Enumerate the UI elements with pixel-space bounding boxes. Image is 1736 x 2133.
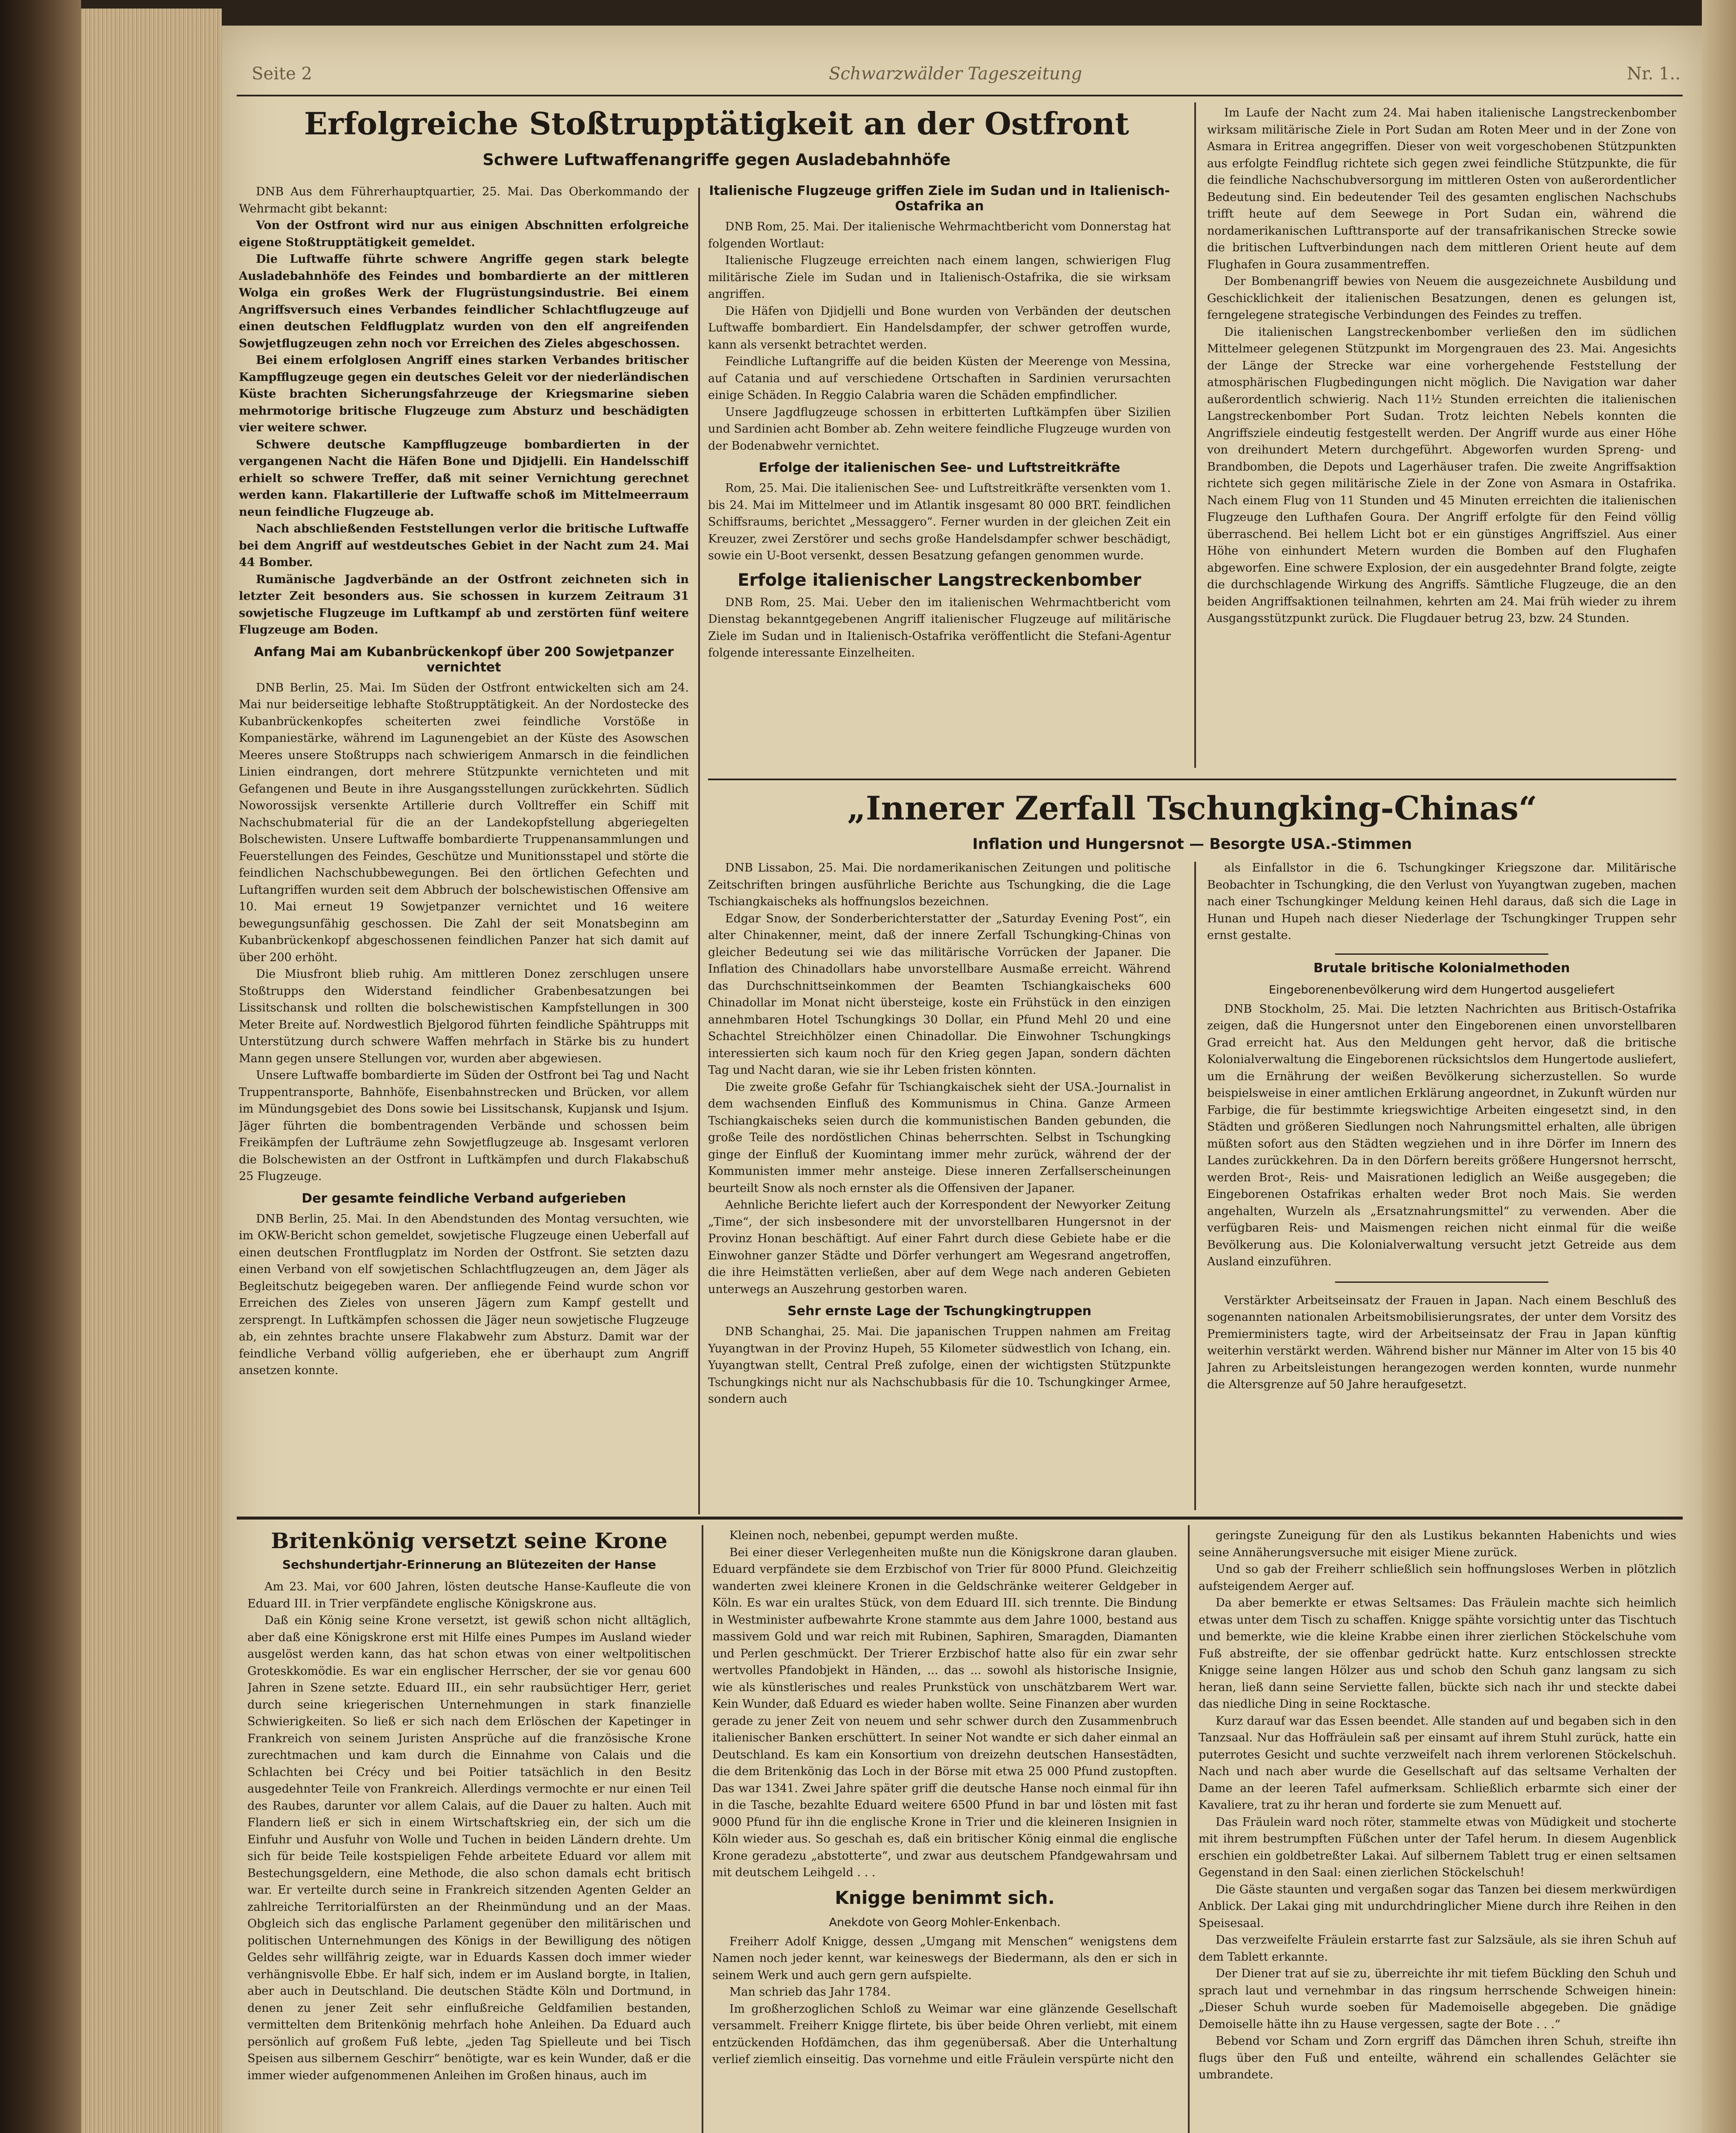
article-ostfront-column-2	[708, 183, 1171, 811]
short-rule	[1335, 1282, 1548, 1283]
paragraph: Die italienischen Langstreckenbomber verließen den im südlichen Mittelmeer gelegenen Stützpunkt im Morgengrauen des 23. Mai. Angesichts der Länge der Strecke war eine vorhergehende Feststellung der atmosphärischen Flugbedingungen nicht möglich. Die Navigation war daher außerordentlich schwierig. Nach 11½ Stunden erreichten die italienischen Langstreckenbomber Port Sudan. Trotz leichten Nebels konnten die Angriffsziele eindeutig festgestellt werden. Der Angriff wurde aus einer Höhe von dreihundert Metern durchgeführt. Abgeworfen wurden Spreng- und Brandbomben, die Depots und Lagerhäuser trafen. Die zweite Angriffsaktion richtete sich gegen militärische Ziele in der Zone von Asmara in Ostafrika. Nach einem Flug von 11 Stunden und 45 Minuten erreichten die italienischen Flugzeuge den Lufthafen Goura. Der Angriff erfolgte für den Feind völlig überraschend. Bei hellem Licht bot er ein günstiges Angriffsziel. Aus einer Höhe von einhundert Metern wurden die Bomben auf den Flughafen abgeworfen. Eine schwere Explosion, der ein ausgedehnter Brand folgte, zeigte die durchschlagende Wirkung des Angriffs. Sämtliche Flugzeuge, die an den beiden Angriffsaktionen teilnahmen, kehrten am 24. Mai früh wieder zu ihrem Ausgangsstützpunkt zurück. Die Flugdauer betrug 23, bzw. 24 Stunden.	[1207, 325, 1676, 625]
paragraph: Und so gab der Freiherr schließlich sein hoffnungsloses Werben in plötzlich aufsteigendem Aerger auf.	[1199, 1563, 1676, 1593]
headline-britenkoenig: Britenkönig versetzt seine Krone	[271, 1528, 668, 1553]
newspaper-name: Schwarzwälder Tageszeitung	[829, 64, 1082, 84]
paragraph: Man schrieb das Jahr 1784.	[729, 1985, 891, 1999]
section-subheading: Eingeborenenbevölkerung wird dem Hungertod ausgeliefert	[1269, 983, 1615, 997]
paragraph: Von der Ostfront wird nur aus einigen Abschnitten erfolgreiche eigene Stoßtrupptätigkeit gemeldet.	[239, 219, 689, 249]
article-tschungking-column-2	[1207, 860, 1676, 1517]
paragraph: DNB Aus dem Führerhauptquartier, 25. Mai. Das Oberkommando der Wehrmacht gibt bekannt:	[239, 185, 689, 215]
book-binding	[0, 0, 81, 2133]
page-edges	[81, 9, 222, 2133]
issue-number: Nr. 1..	[1626, 64, 1681, 84]
paragraph: Nach abschließenden Feststellungen verlor die britische Luftwaffe bei dem Angriff auf westdeutsches Gebiet in der Nacht zum 24. Mai 44 Bomber.	[239, 522, 689, 569]
article-ostfront-column-1	[239, 183, 689, 1472]
paragraph: Die zweite große Gefahr für Tschiangkaischek sieht der USA.-Journalist in dem wachsenden Einfluß des Kommunismus in China. Ganze Armeen Tschiangkaischeks seien durch die kommunistischen Banden gebunden, die große Teile des nordöstlichen Chinas beherrschten. Selbst in Tschungking ginge der Einfluß der Kuomintang immer mehr zurück, während der der Kommunisten immer mehr ansteige. Diese inneren Zerfallserscheinungen beurteilt Snow als noch ernster als die Offensiven der Japaner.	[708, 1080, 1171, 1195]
paragraph: DNB Stockholm, 25. Mai. Die letzten Nachrichten aus Britisch-Ostafrika zeigen, daß die Hungersnot unter den Eingeborenen einen unvorstellbaren Grad erreicht hat. Aus den Meldungen geht hervor, daß die britische Kolonialverwaltung die Eingeborenen rücksichtslos dem Hungertode ausliefert, um die Ernährung der weißen Bevölkerung sicherzustellen. So wurde beispielsweise in einer amtlichen Erklärung angeordnet, in Zukunft würden nur Farbige, die für bestimmte kriegswichtige Arbeiten eingesetzt sind, in den Städten und größeren Siedlungen noch Nahrungsmittel erhalten, alle übrigen müßten sofort aus den Städten wegziehen und in ihre Dörfer im Innern des Landes zurückkehren. Da in den Dörfern bereits größere Hungersnot herrscht, werden Brot-, Reis- und Maisrationen lediglich an Weiße ausgegeben; die Eingeborenen Ostafrikas erhalten weder Brot noch Mais. Sie werden angehalten, Wurzeln als „Ersatznahrungsmittel“ zu verwenden. Aber die verfügbaren Reis- und Maismengen reichen nicht einmal für die weiße Bevölkerung aus. Die Kolonialverwaltung versucht jetzt Getreide aus dem Ausland einzuführen.	[1207, 1002, 1676, 1268]
paragraph: Rom, 25. Mai. Die italienischen See- und Luftstreitkräfte versenkten vom 1. bis 24. Mai im Mittelmeer und im Atlantik insgesamt 80 000 BRT. feindlichen Schiffsraums, berichtet „Messaggero“. Ferner wurden in der gleichen Zeit ein Kreuzer, zwei Zerstörer und sechs große Handelsdampfer schwer beschädigt, sowie ein U-Boot versenkt, dessen Besatzung gefangen genommen wurde.	[708, 482, 1171, 562]
paragraph: Kleinen noch, nebenbei, gepumpt werden mußte.	[729, 1529, 1019, 1542]
paragraph: Unsere Jagdflugzeuge schossen in erbitterten Luftkämpfen über Sizilien und Sardinien acht Bomber ab. Zehn weitere feindliche Flugzeuge wurden von der Bodenabwehr vernichtet.	[708, 405, 1171, 453]
paragraph: Am 23. Mai, vor 600 Jahren, lösten deutsche Hanse-Kaufleute die von Eduard III. in Trier verpfändete englische Königskrone aus.	[247, 1580, 691, 1610]
article-knigge-column-3	[1199, 1527, 1676, 2133]
next-page-edge	[1702, 0, 1736, 2133]
paragraph: Italienische Flugzeuge erreichten nach einem langen, schwierigen Flug militärische Ziele im Sudan und in Italienisch-Ostafrika, die sie wirksam angriffen.	[708, 254, 1171, 301]
section-heading: Sehr ernste Lage der Tschungkingtruppen	[787, 1304, 1092, 1319]
paragraph: Aehnliche Berichte liefert auch der Korrespondent der Newyorker Zeitung „Time“, der sich insbesondere mit der unvorstellbaren Hungersnot in der Provinz Honan beschäftigt. Auf einer Fahrt durch diese Gebiete habe er die Einwohner ganzer Städte und Dörfer verhungert am Wegesrand angetroffen, die ihre Heimstätten verließen, aber auf dem Wege nach anderen Gebieten unterwegs an Auszehrung gestorben waren.	[708, 1198, 1171, 1296]
header-rule	[237, 95, 1683, 96]
paragraph: DNB Rom, 25. Mai. Ueber den im italienischen Wehrmachtbericht vom Dienstag bekanntgegebenen Angriff italienischer Flugzeuge auf militärische Ziele im Sudan und in Italienisch-Ostafrika veröffentlicht die Stefani-Agentur folgende interessante Einzelheiten.	[708, 596, 1171, 660]
paragraph: Das Fräulein ward noch röter, stammelte etwas von Müdigkeit und stocherte mit ihrem bestrumpften Füßchen unter der Tafel herum. In diesem Augenblick erschien ein goldbetreßter Lakai. Auf silbernem Tablett trug er einen seltsamen Gegenstand in den Saal: einen zierlichen Stöckelschuh!	[1199, 1815, 1676, 1879]
subheadline-britenkoenig: Sechshundertjahr-Erinnerung an Blütezeiten der Hanse	[282, 1558, 656, 1572]
headline-tschungking: „Innerer Zerfall Tschungking-Chinas“	[847, 789, 1537, 827]
paragraph: Der Bombenangriff bewies von Neuem die ausgezeichnete Ausbildung und Geschicklichkeit der italienischen Besatzungen, denen es gelungen ist, ferngelegene strategische Verbindungen des Feindes zu treffen.	[1207, 275, 1676, 322]
section-subheading: Anekdote von Georg Mohler-Enkenbach.	[829, 1915, 1061, 1929]
column-rule	[698, 188, 700, 1514]
headline-ostfront: Erfolgreiche Stoßtrupptätigkeit an der Ostfront	[304, 105, 1129, 142]
paragraph: Die Gäste staunten und vergaßen sogar das Tanzen bei diesem merkwürdigen Anblick. Der Lakai ging mit undurchdringlicher Miene durch ihre Reihen in den Speisesaal.	[1199, 1883, 1676, 1930]
paragraph: Im großherzoglichen Schloß zu Weimar war eine glänzende Gesellschaft versammelt. Freiherr Knigge flirtete, bis über beide Ohren verliebt, mit einem entzückenden Hofdämchen, das ihm gegenübersaß. Aber die Unterhaltung verlief ziemlich einseitig. Das vornehme und eitle Fräulein verspürte nicht den	[712, 2002, 1177, 2066]
paragraph: als Einfallstor in die 6. Tschungkinger Kriegszone dar. Militärische Beobachter in Tschungking, die den Verlust von Yuyangtwan zugeben, machen nach einer Tschungkinger Meldung keinen Hehl daraus, daß sich die Lage in Hunan und Hupeh nach dieser Niederlage der Tschungkinger Truppen sehr ernst gestalte.	[1207, 861, 1676, 942]
article-britenkoenig-column-2	[712, 1527, 1177, 2133]
section-heading: Brutale britische Kolonialmethoden	[1313, 960, 1570, 976]
paragraph: Die Häfen von Djidjelli und Bone wurden von Verbänden der deutschen Luftwaffe bombardiert. Ein Handelsdampfer, der schwer getroffen wurde, kann als versenkt betrachtet werden.	[708, 304, 1171, 352]
column-rule	[1194, 102, 1196, 768]
paragraph: Daß ein König seine Krone versetzt, ist gewiß schon nicht alltäglich, aber daß eine Königskrone erst mit Hilfe eines Pumpes im Ausland wieder ausgelöst werden kann, das hat schon etwas von einer weltpolitischen Groteskkomödie. Es war ein englischer Herrscher, der sie vor genau 600 Jahren in Szene setzte. Eduard III., ein sehr raubsüchtiger Herr, geriet durch seine kriegerischen Unternehmungen in stark finanzielle Schwierigkeiten. So ließ er sich nach dem Erlöschen der Kapetinger in Frankreich von seinem Juristen Ansprüche auf die französische Krone zurechtmachen und kam durch die Einnahme von Calais und die Schlachten bei Crécy und bei Poitier tatsächlich in den Besitz ausgedehnter Teile von Frankreich. Allerdings vermochte er nur einen Teil des Raubes, darunter vor allem Calais, auf die Dauer zu halten. Auch mit Flandern ließ er sich in einem Wirtschaftskrieg ein, der sich um die Einfuhr und Ausfuhr von Wolle und Tuchen in beiden Ländern drehte. Um sich für beide Teile kostspieligen Fehde arbeitete Eduard vor allem mit Bestechungsgeldern, eine Methode, die also schon damals echt britisch war. Er verteilte durch seine in Frankreich sitzenden Agenten Gelder an zahlreiche Territorialfürsten an der Rheinmündung und an der Maas. Obgleich sich das englische Parlament gegenüber den militärischen und politischen Unternehmungen des Königs in der Bewilligung des nötigen Geldes sehr willfährig zeigte, war in Eduards Kassen doch immer wieder verhängnisvolle Ebbe. Er half sich, indem er im Ausland borgte, in Italien, aber auch in Deutschland. Die deutschen Städte Köln und Dortmund, in denen zu jener Zeit sehr einflußreiche Geldfamilien bestanden, vermittelten dem Britenkönig mehrfach hohe Anleihen. Da Eduard auch persönlich auf großem Fuß lebte, „jeden Tag Spielleute und bei Tisch Speisen aus silbernem Geschirr“ benötigte, war es kein Wunder, daß er die immer wieder aufgenommenen Anleihen im Großen hinaus, auch im	[247, 1614, 691, 2082]
paragraph: Der Diener trat auf sie zu, überreichte ihr mit tiefem Bückling den Schuh und sprach laut und vernehmbar in das ringsum herrschende Schweigen hinein: „Dieser Schuh wurde soeben für Mademoiselle abgegeben. Die gnädige Demoiselle hätte ihn zu Hause vergessen, sagte der Bote . . .“	[1199, 1967, 1676, 2031]
column-rule	[1188, 1525, 1190, 2133]
paragraph: Bebend vor Scham und Zorn ergriff das Dämchen ihren Schuh, streifte ihn flugs über den Fuß und enteilte, während ein schallendes Gelächter sie umbrandete.	[1199, 2034, 1676, 2081]
page-number: Seite 2	[252, 64, 312, 84]
column-rule	[1194, 862, 1196, 1510]
paragraph: Die Luftwaffe führte schwere Angriffe gegen stark belegte Ausladebahnhöfe des Feindes und bombardierte an der mittleren Wolga ein großes Werk der Flugrüstungsindustrie. Bei einem Angriffsversuch eines Verbandes feindlicher Schlachtflugzeuge auf einen deutschen Feldflugplatz wurden von den elf angreifenden Sowjetflugzeugen zehn noch vor Erreichen des Zieles abgeschossen.	[239, 253, 689, 350]
section-heading: Der gesamte feindliche Verband aufgerieben	[302, 1191, 626, 1206]
paragraph: Freiherr Adolf Knigge, dessen „Umgang mit Menschen“ wenigstens dem Namen noch jeder kennt, war keineswegs der Biedermann, als den er sich in seinem Werk und auch gern gern aufspielte.	[712, 1935, 1177, 1982]
article-britenkoenig-column-1	[247, 1578, 691, 2133]
subheadline-ostfront: Schwere Luftwaffenangriffe gegen Ausladebahnhöfe	[482, 151, 951, 169]
paragraph: DNB Lissabon, 25. Mai. Die nordamerikanischen Zeitungen und politische Zeitschriften bringen ausführliche Berichte aus Tschungking, die die Lage Tschiangkaischeks als hoffnungslos bezeichnen.	[708, 861, 1171, 908]
paragraph: Feindliche Luftangriffe auf die beiden Küsten der Meerenge von Messina, auf Catania und auf verschiedene Ortschaften in Sardinien verursachten einige Schäden. In Reggio Calabria waren die Schäden empfindlicher.	[708, 355, 1171, 402]
paragraph: Rumänische Jagdverbände an der Ostfront zeichneten sich in letzter Zeit besonders aus. Sie schossen in kurzem Zeitraum 31 sowjetische Flugzeuge im Luftkampf ab und zerstörten fünf weitere Flugzeuge am Boden.	[239, 572, 689, 636]
paragraph: Im Laufe der Nacht zum 24. Mai haben italienische Langstreckenbomber wirksam militärische Ziele in Port Sudan am Roten Meer und in der Zone von Asmara in Eritrea angegriffen. Dieser von weit vorgeschobenen Stützpunkten aus erfolgte Feindflug richtete sich gegen zwei feindliche Stützpunkte, die für die feindliche Nachschubversorgung im mittleren Osten von außerordentlicher Bedeutung sind. Ein bedeutender Teil des gesamten englischen Nachschubs trifft heute auf dem Seewege in Port Sudan ein, während die nordamerikanischen Lufttransporte auf der transafrikanischen Strecke sowie die britischen Luftverbindungen nach dem mittleren Orient heute auf dem Flughafen in Goura zusammentreffen.	[1207, 106, 1676, 271]
section-heading: Anfang Mai am Kubanbrückenkopf über 200 Sowjetpanzer vernichtet	[254, 644, 674, 675]
paragraph: Kurz darauf war das Essen beendet. Alle standen auf und begaben sich in den Tanzsaal. Nur das Hoffräulein saß per einsamt auf ihrem Stuhl zurück, hatte ein puterrotes Gesicht und suchte verzweifelt nach ihrem verlorenen Stöckelschuh. Nach und nach aber wurde die Gesellschaft auf das seltsame Verhalten der Dame an der leeren Tafel aufmerksam. Schließlich erbarmte sich einer der Kavaliere, trat zu ihr heran und forderte sie zum Menuett auf.	[1199, 1714, 1676, 1812]
paragraph: DNB Berlin, 25. Mai. In den Abendstunden des Montag versuchten, wie im OKW-Bericht schon gemeldet, sowjetische Flugzeuge einen Ueberfall auf einen deutschen Frontflugplatz im Norden der Ostfront. Sie setzten dazu einen Verband von elf sowjetischen Schlachtflugzeugen an, dem Jäger als Begleitschutz beigegeben waren. Der anfliegende Feind wurde schon vor Erreichen des Zieles von unseren Jägern zum Kampf gestellt und zersprengt. In Luftkämpfen schossen die Jäger neun sowjetische Flugzeuge ab, ein zehntes brachte unsere Flakabwehr zum Absturz. Damit war der feindliche Verband völlig aufgerieben, ehe er überhaupt zum Angriff ansetzen konnte.	[239, 1212, 689, 1377]
section-heading: Erfolge der italienischen See- und Luftstreitkräfte	[758, 460, 1121, 475]
short-rule	[1335, 953, 1548, 955]
paragraph: Edgar Snow, der Sonderberichterstatter der „Saturday Evening Post“, ein alter Chinakenner, meint, daß der innere Zerfall Tschungking-Chinas von gleicher Bedeutung sei wie das militärische Vorrücken der Japaner. Die Inflation des Chinadollars habe unvorstellbare Ausmaße erreicht. Während das Durchschnittseinkommen der Beamten Tschiangkaischeks 600 Chinadollar im Monat nicht übersteige, koste ein Frühstück in den einzigen annehmbaren Hotel Tschungkings 30 Dollar, ein Pfund Mehl 20 und eine Schachtel Streichhölzer einen Chinadollar. Die Einwohner Tschungkings interessierten sich kaum noch für den Krieg gegen Japan, sondern dächten Tag und Nacht daran, wie sie ihr Leben fristen könnten.	[708, 912, 1171, 1077]
paragraph: DNB Schanghai, 25. Mai. Die japanischen Truppen nahmen am Freitag Yuyangtwan in der Provinz Hupeh, 55 Kilometer südwestlich von Ichang, ein. Yuyangtwan stellt, Central Preß zufolge, einen der wichtigsten Stützpunkte Tschungkings nicht nur als Nachschubbasis für die 10. Tschungkinger Armee, sondern auch	[708, 1325, 1171, 1406]
paragraph: Schwere deutsche Kampfflugzeuge bombardierten in der vergangenen Nacht die Häfen Bone und Djidjelli. Ein Handelsschiff erhielt so schwere Treffer, daß mit seiner Vernichtung gerechnet werden kann. Flakartillerie der Luftwaffe schoß im Mittelmeerraum neun feindliche Flugzeuge ab.	[239, 438, 689, 519]
paragraph: geringste Zuneigung für den als Lustikus bekannten Habenichts und wies seine Annäherungsversuche mit eisiger Miene zurück.	[1199, 1529, 1676, 1559]
paragraph: Bei einem erfolglosen Angriff eines starken Verbandes britischer Kampfflugzeuge gegen ein deutsches Geleit vor der niederländischen Küste brachten Sicherungsfahrzeuge der Kriegsmarine sieben mehrmotorige britische Flugzeuge zum Absturz und beschädigten vier weitere schwer.	[239, 354, 689, 434]
paragraph: DNB Rom, 25. Mai. Der italienische Wehrmachtbericht vom Donnerstag hat folgenden Wortlaut:	[708, 220, 1171, 250]
column-rule	[702, 1525, 703, 2133]
paragraph: DNB Berlin, 25. Mai. Im Süden der Ostfront entwickelten sich am 24. Mai nur beiderseitige lebhafte Stoßtrupptätigkeit. An der Nordostecke des Kubanbrückenkopfes scheiterten zwei feindliche Vorstöße in Kompaniestärke, während im Lagunengebiet an der Küste des Asowschen Meeres unsere Stoßtrupps nach schwierigem Anmarsch in die feindlichen Linien eindrangen, dort mehrere Stützpunkte vernichteten und mit Gefangenen und Beute in ihre Ausgangsstellungen zurückkehrten. Südlich Noworossijsk versenkte Artillerie durch Volltreffer ein Schiff mit Nachschubmaterial für die an der Landekopfstellung abgeriegelten Bolschewisten. Unsere Luftwaffe bombardierte Truppenansammlungen und Feuerstellungen des Feindes, Geschütze und Munitionsstapel und störte die feindlichen Nachschubbewegungen. Bei den örtlichen Gefechten und Luftangriffen wurden seit dem Abbruch der bolschewistischen Offensive am 10. Mai erneut 19 Sowjetpanzer vernichtet und 16 weitere bewegungsunfähig geschossen. Die Zahl der seit Monatsbeginn am Kubanbrückenkopf abgeschossenen feindlichen Panzer hat sich damit auf über 200 erhöht.	[239, 681, 689, 964]
section-heading: Knigge benimmt sich.	[835, 1887, 1055, 1908]
paragraph: Da aber bemerkte er etwas Seltsames: Das Fräulein machte sich heimlich etwas unter dem Tisch zu schaffen. Knigge spähte vorsichtig unter das Tischtuch und bemerkte, wie die kleine Krabbe einen ihrer zierlichen Stöckelschuhe vom Fuß abstreifte, der sie offenbar gedrückt hatte. Kurz entschlossen streckte Knigge seine langen Hölzer aus und schob den Schuh ganz langsam zu sich heran, ließ dann seine Serviette fallen, bückte sich nach ihr und steckte dabei das niedliche Ding in seine Rocktasche.	[1199, 1596, 1676, 1711]
article-tschungking-column-1	[708, 860, 1171, 1517]
section-heading: Erfolge italienischer Langstreckenbomber	[737, 570, 1141, 590]
bottom-section-rule	[237, 1517, 1683, 1520]
section-heading: Italienische Flugzeuge griffen Ziele im Sudan und in Italienisch-Ostafrika an	[709, 183, 1170, 214]
subheadline-tschungking: Inflation und Hungersnot — Besorgte USA.-Stimmen	[972, 836, 1412, 853]
paragraph: Unsere Luftwaffe bombardierte im Süden der Ostfront bei Tag und Nacht Truppentransporte, Bahnhöfe, Eisenbahnstrecken und Brücken, vor allem im Mündungsgebiet des Dons sowie bei Lissitschansk, Kupjansk und Isjum. Jäger führten die bombentragenden Verbände und schossen beim Freikämpfen der Lufträume zehn Sowjetflugzeuge ab. Insgesamt verloren die Bolschewisten an der Ostfront in Luftkämpfen und durch Flakabschuß 25 Flugzeuge.	[239, 1069, 689, 1183]
paragraph: Das verzweifelte Fräulein erstarrte fast zur Salzsäule, als sie ihren Schuh auf dem Tablett erkannte.	[1199, 1933, 1676, 1964]
article-ostfront-column-3	[1207, 105, 1676, 770]
paragraph: Bei einer dieser Verlegenheiten mußte nun die Königskrone daran glauben. Eduard verpfändete sie dem Erzbischof von Trier für 8000 Pfund. Gleichzeitig wanderten zwei kleinere Kronen in die Geldschränke weiterer Geldgeber in Köln. Es war ein uraltes Stück, von dem Eduard III. sich trennte. Die Bindung in Westminister aufbewahrte Krone stammte aus dem Jahre 1000, bestand aus massivem Gold und war reich mit Rubinen, Saphiren, Smaragden, Diamanten und Perlen geschmückt. Der Trierer Erzbischof hatte also für ein zwar sehr wertvolles Pfandobjekt in Händen, ... das ... sowohl als historische Insignie, wie als künstlerisches und reales Prunkstück von unschätzbarem Wert war. Kein Wunder, daß Eduard es wieder haben wollte. Seine Finanzen aber wurden gerade zu jener Zeit von neuem und sehr schwer durch den Zusammenbruch italienischer Banken erschüttert. In seiner Not wandte er sich daher einmal an Deutschland. Es kam ein Konsortium von dreizehn deutschen Hansestädten, die dem Britenkönig das Loch in der Börse mit etwa 25 000 Pfund zustopften. Das war 1341. Zwei Jahre später griff die deutsche Hanse noch einmal für ihn in die Tasche, bezahlte Eduard weitere 6500 Pfund in bar und lösten mit fast 9000 Pfund für ihn die englische Krone in Trier und die kleineren Insignien in Köln wieder aus. So geschah es, daß ein britischer König einmal die englische Krone geradezu „abstotterte“, und zwar aus deutschem Pfandgewahrsam und mit deutschem Leihgeld . . .	[712, 1546, 1177, 1879]
paragraph: Verstärkter Arbeitseinsatz der Frauen in Japan. Nach einem Beschluß des sogenannten nationalen Arbeitsmobilisierungsrates, der unter dem Vorsitz des Premierministers tagte, wird der Arbeitseinsatz der Frau in Japan künftig weiterhin verstärkt werden. Während bisher nur Männer im Alter von 15 bis 40 Jahren zu Arbeitsleistungen herangezogen werden konnten, wurde nunmehr die Altersgrenze auf 50 Jahre heraufgesetzt.	[1207, 1293, 1676, 1391]
paragraph: Die Miusfront blieb ruhig. Am mittleren Donez zerschlugen unsere Stoßtrupps den Widerstand feindlicher Grabenbesatzungen bei Lissitschansk und rollten die bolschewistischen Kampfstellungen in 300 Meter Breite auf. Nordwestlich Bjelgorod führten feindliche Spähtrupps mit Unterstützung durch schwere Waffen mehrfach in Stärke bis zu hundert Mann gegen unsere Stellungen vor, wurden aber abgewiesen.	[239, 968, 689, 1065]
section-rule	[708, 779, 1676, 780]
